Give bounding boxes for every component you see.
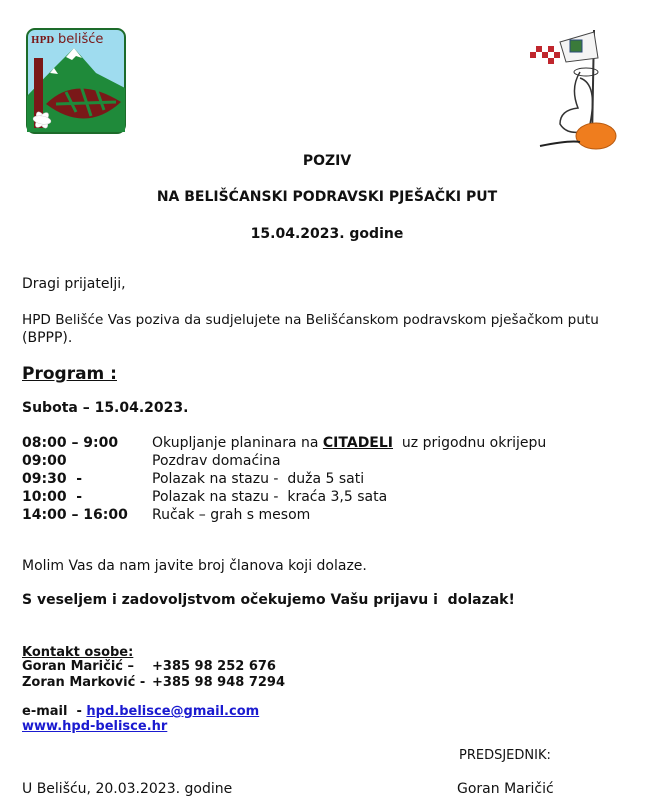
club-logo [26,28,126,134]
hiker-mascot-illustration [520,28,620,154]
schedule-time: 09:30 - [22,471,83,487]
contact-name: Zoran Marković - [22,675,146,690]
schedule-time: 09:00 [22,453,67,469]
schedule-activity: Polazak na stazu - duža 5 sati [152,471,365,487]
schedule-row [22,506,546,524]
email-line [22,704,259,719]
location-highlight: CITADELI [322,435,394,451]
website-link[interactable]: www.hpd-belisce.hr [22,719,168,734]
schedule-row [22,488,546,506]
program-day: Subota – 15.04.2023. [22,400,189,416]
contact-phone: +385 98 948 7294 [152,675,286,690]
email-link[interactable]: hpd.belisce@gmail.com [86,704,260,719]
contact-row [22,659,276,674]
schedule-row [22,452,546,470]
signatory-role: PREDSJEDNIK: [459,748,551,763]
contact-row [22,675,285,690]
contact-phone: +385 98 252 676 [152,659,276,674]
logo-name: belišće [58,32,104,47]
schedule-time: 14:00 – 16:00 [22,507,128,523]
place-date: U Belišću, 20.03.2023. godine [22,781,233,797]
title-poziv: POZIV [302,153,352,169]
intro-line-2: (BPPP). [22,330,73,346]
schedule-activity: Pozdrav domaćina [152,453,281,469]
activity-text: Okupljanje planinara na [152,435,323,451]
schedule-activity: Ručak – grah s mesom [152,507,311,523]
club-logo-graphic [26,28,126,134]
contacts-heading: Kontakt osobe: [22,645,134,660]
schedule-list [22,434,546,524]
schedule-row [22,470,546,488]
website-line [22,719,167,734]
schedule-row [22,434,546,452]
title-event-date: 15.04.2023. godine [250,226,404,242]
schedule-activity: Polazak na stazu - kraća 3,5 sata [152,489,388,505]
schedule-time: 08:00 – 9:00 [22,435,119,451]
greeting: Dragi prijatelji, [22,276,126,292]
schedule-time: 10:00 - [22,489,83,505]
hiker-mascot-icon [520,28,620,154]
activity-text-suffix: uz prigodnu okrijepu [393,435,547,451]
email-label: e-mail - [22,704,87,719]
program-heading: Program : [22,364,117,384]
logo-prefix: HPD [31,36,55,46]
schedule-activity [152,434,546,452]
intro-line-1: HPD Belišće Vas poziva da sudjelujete na Belišćanskom podravskom pješačkom putu [22,312,599,328]
signatory-name: Goran Maričić [457,781,554,797]
request-text: Molim Vas da nam javite broj članova koji dolaze. [22,558,367,574]
expectation-text: S veseljem i zadovoljstvom očekujemo Vašu prijavu i dolazak! [22,592,515,608]
contact-name: Goran Maričić – [22,659,135,674]
title-event-name: NA BELIŠĆANSKI PODRAVSKI PJEŠAČKI PUT [156,189,498,205]
